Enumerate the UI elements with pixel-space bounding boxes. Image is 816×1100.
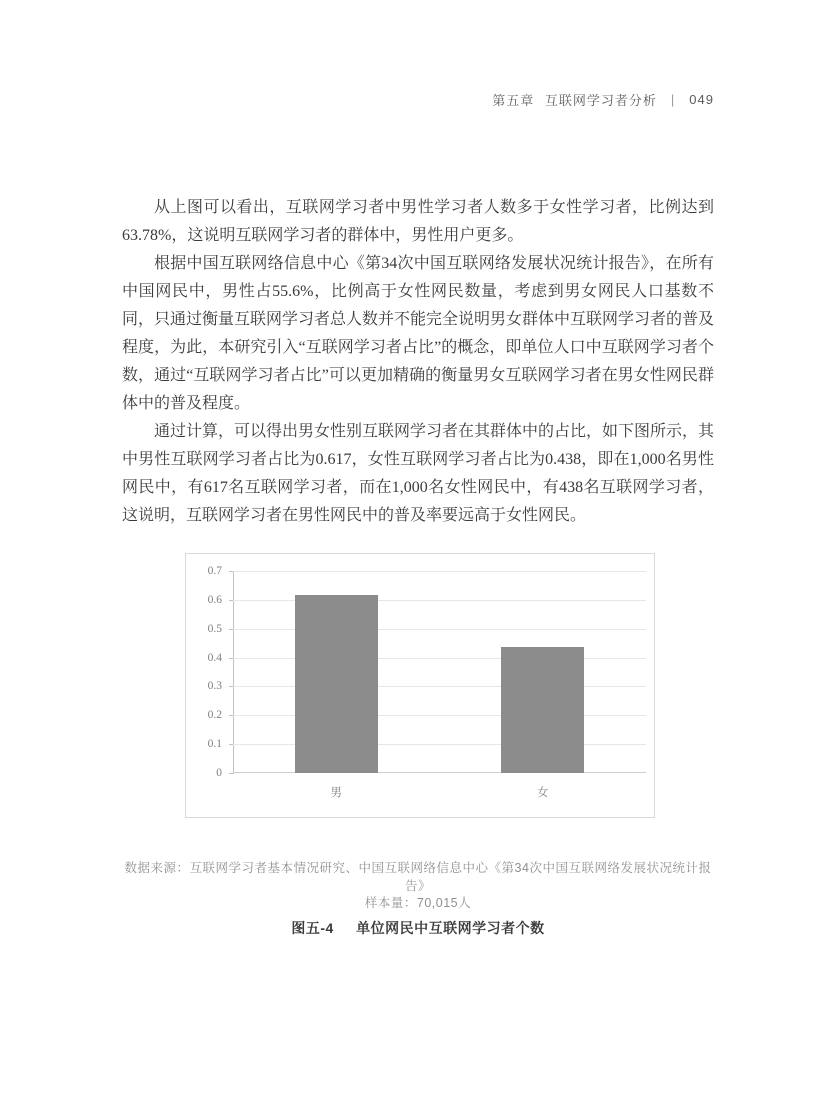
- y-tick-label: 0.1: [207, 738, 222, 751]
- figure-source-note: 数据来源：互联网学习者基本情况研究、中国互联网络信息中心《第34次中国互联网络发展状况统计报告》: [124, 861, 712, 893]
- y-tick-label: 0.4: [207, 651, 222, 664]
- chapter-and-section: [492, 90, 657, 109]
- gridline: [233, 571, 646, 572]
- y-tick-label: 0.5: [207, 622, 222, 635]
- y-tick-label: 0.6: [207, 593, 222, 606]
- y-tick-mark: [229, 658, 233, 659]
- bar-男: [295, 595, 378, 773]
- paragraph: 根据中国互联网络信息中心《第34次中国互联网络发展状况统计报告》，在所有中国网民中，男性占55.6%，比例高于女性网民数量，考虑到男女网民人口基数不同，只通过衡量互联网学习者总人数并不能完全说明男女群体中互联网学习者的普及程度，为此，本研究引入“互联网学习者占比”的概念，即单位人口中互联网学习者个数，通过“互联网学习者占比”可以更加精确的衡量男女互联网学习者在男女性网民群体中的普及程度。: [122, 255, 715, 412]
- page-header: [492, 90, 714, 109]
- paragraph: 从上图可以看出，互联网学习者中男性学习者人数多于女性学习者，比例达到63.78%，这说明互联网学习者的群体中，男性用户更多。: [122, 199, 714, 244]
- y-tick-mark: [229, 571, 233, 572]
- y-tick-mark: [229, 715, 233, 716]
- section-title: 互联网学习者分析: [544, 93, 657, 108]
- chart-plot-area: [233, 571, 646, 773]
- y-tick-mark: [229, 600, 233, 601]
- figure-caption-label: 图五-4: [291, 920, 334, 936]
- paragraph: 通过计算，可以得出男女性别互联网学习者在其群体中的占比，如下图所示，其中男性互联网学习者占比为0.617，女性互联网学习者占比为0.438，即在1,000名男性网民中，有617名互联网学习者，而在1,000名女性网民中，有438名互联网学习者，这说明，互联网学习者在男性网民中的普及率要远高于女性网民。: [122, 423, 715, 524]
- bar-女: [501, 647, 584, 773]
- y-tick-label: 0: [216, 767, 222, 779]
- y-tick-mark: [229, 686, 233, 687]
- chapter-label: 第五章: [492, 93, 535, 108]
- y-tick-label: 0.7: [207, 565, 222, 577]
- header-separator: |: [670, 92, 676, 107]
- figure-caption: [122, 918, 714, 938]
- figure-caption-title: 单位网民中互联网学习者个数: [356, 920, 545, 936]
- y-tick-mark: [229, 629, 233, 630]
- figure-sample-note: 样本量：70,015人: [364, 896, 472, 910]
- x-category-label: 女: [537, 787, 549, 799]
- x-category-label: 男: [330, 787, 342, 799]
- page-number: 049: [689, 92, 714, 107]
- body-paragraphs: [122, 194, 714, 530]
- y-tick-label: 0.2: [207, 709, 222, 722]
- y-tick-mark: [229, 773, 233, 774]
- bar-chart: [185, 553, 655, 818]
- y-tick-label: 0.3: [207, 680, 222, 693]
- y-tick-mark: [229, 744, 233, 745]
